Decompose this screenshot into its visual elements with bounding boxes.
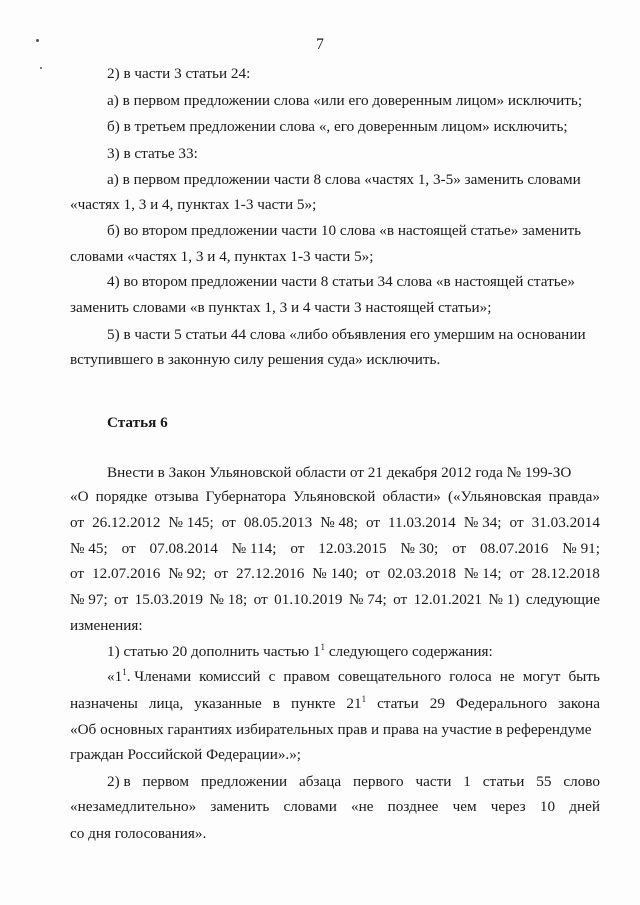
justified-line <box>107 668 600 686</box>
word: закона <box>558 695 600 712</box>
word: от <box>221 514 236 531</box>
word: от <box>509 514 524 531</box>
item-1-text-after: следующего содержания: <box>325 643 493 660</box>
word: заменить <box>210 798 270 815</box>
word: 28.12.2018 <box>531 565 600 582</box>
word: указанные <box>194 695 262 712</box>
word: от <box>114 591 129 608</box>
word: 12.01.2021 <box>413 591 482 608</box>
paragraph-line: заменить словами «в пунктах 1, 3 и 4 части 3 настоящей статьи»; <box>70 299 492 316</box>
paragraph-line: б) во втором предложении части 10 слова «в настоящей статье» заменить <box>107 222 582 239</box>
word: слово <box>563 773 600 790</box>
word: «О <box>70 488 89 505</box>
word: № 97; <box>70 591 108 608</box>
word: отзыва <box>154 488 199 505</box>
word: предложении <box>200 773 288 790</box>
word: дней <box>569 798 600 815</box>
paragraph-line: «частях 1, 3 и 4, пунктах 1-3 части 5»; <box>70 196 317 213</box>
word: могут <box>522 668 561 685</box>
word: от <box>70 565 85 582</box>
item-1-text: 1) статью 20 дополнить частью 1 <box>107 643 321 660</box>
word: комиссий <box>199 668 261 685</box>
word: 02.03.2018 <box>387 565 456 582</box>
word: № 114; <box>231 540 277 557</box>
word: абзаца <box>299 773 342 790</box>
word: 01.10.2019 <box>274 591 343 608</box>
word: от <box>365 565 380 582</box>
justified-line <box>70 514 600 532</box>
word: от <box>452 540 467 557</box>
paragraph-line: граждан Российской Федерации».»; <box>70 746 302 763</box>
word: первом <box>142 773 189 790</box>
word: 31.03.2014 <box>531 514 600 531</box>
word: чем <box>452 798 477 815</box>
word: . Членами <box>126 668 192 685</box>
word: № 14; <box>463 565 502 582</box>
word: области» <box>382 488 441 505</box>
word: № 92; <box>168 565 207 582</box>
word: 26.12.2012 <box>92 514 161 531</box>
word: 55 <box>536 773 552 790</box>
word: правда» <box>548 488 600 505</box>
word: 08.05.2013 <box>243 514 313 531</box>
word: с <box>268 668 276 685</box>
paragraph-line: 2) в части 3 статьи 24: <box>107 65 251 82</box>
paragraph-line: вступившего в законную силу решения суда» исключить. <box>70 351 441 368</box>
word: 11.03.2014 <box>388 514 456 531</box>
word: в <box>272 695 280 712</box>
superscript: 1 <box>320 642 326 652</box>
word: быть <box>568 668 600 685</box>
paragraph-line: 4) во втором предложении части 8 статьи 34 слова «в настоящей статье» <box>107 273 575 290</box>
word: статьи <box>377 695 419 712</box>
word: 08.07.2016 <box>480 540 549 557</box>
word: не <box>499 668 515 685</box>
word: от <box>290 540 305 557</box>
word: «незамедлительно» <box>70 798 197 815</box>
paragraph-line: 5) в части 5 статьи 44 слова «либо объявления его умершим на основании <box>107 326 586 343</box>
paragraph-line: 3) в статье 33: <box>107 145 198 162</box>
word: правом <box>283 668 330 685</box>
word: от <box>365 514 380 531</box>
word: от <box>121 540 136 557</box>
paragraph-line: словами «частях 1, 3 и 4, пунктах 1-3 части 5»; <box>70 248 374 265</box>
word: порядке <box>95 488 148 505</box>
word: 15.03.2019 <box>134 591 204 608</box>
word: № 74; <box>348 591 387 608</box>
word: № 145; <box>168 514 214 531</box>
justified-line <box>70 488 600 506</box>
word: Ульяновской <box>293 488 376 505</box>
paragraph-line <box>107 643 493 661</box>
word: пункте <box>290 695 336 712</box>
page-number: 7 <box>316 36 324 53</box>
paragraph-line: со дня голосования». <box>70 825 207 842</box>
word: № 30; <box>400 540 439 557</box>
word: № 91; <box>562 540 600 557</box>
justified-line <box>70 695 600 713</box>
superscript: 1 <box>122 667 127 677</box>
paragraph-line: а) в первом предложении слова «или его доверенным лицом» исключить; <box>107 92 583 109</box>
justified-line <box>70 591 600 609</box>
word: назначены <box>70 695 138 712</box>
paragraph-line: «Об основных гарантиях избирательных прав и права на участие в референдуме <box>70 721 592 738</box>
word: «не <box>351 798 374 815</box>
number: 21 <box>346 695 362 712</box>
word: Губернатора <box>205 488 286 505</box>
word: от <box>213 565 229 582</box>
word: 07.08.2014 <box>149 540 218 557</box>
word: голоса <box>449 668 492 685</box>
word: № 140; <box>312 565 358 582</box>
scan-speck <box>40 67 42 69</box>
word: совещательного <box>337 668 442 685</box>
word: № 48; <box>320 514 358 531</box>
word: № 1) <box>488 591 520 608</box>
superscript: 1 <box>361 694 367 704</box>
word: первого <box>352 773 404 790</box>
word: 12.07.2016 <box>92 565 161 582</box>
word: лица, <box>148 695 184 712</box>
word: 29 <box>429 695 445 712</box>
justified-line <box>107 773 600 791</box>
word: следующие <box>525 591 600 608</box>
word: № 45; <box>70 540 108 557</box>
word: словами <box>283 798 337 815</box>
word: 2) в <box>107 773 131 790</box>
word: № 34; <box>463 514 502 531</box>
quote-prefix: «1 <box>107 668 123 685</box>
word: статьи <box>482 773 525 790</box>
word: 10 <box>539 798 556 815</box>
word: Федерального <box>455 695 548 712</box>
paragraph-line: б) в третьем предложении слова «, его доверенным лицом» исключить; <box>107 118 568 135</box>
paragraph-line: Внести в Закон Ульяновской области от 21 декабря 2012 года № 199-ЗО <box>107 464 572 481</box>
word: 12.03.2015 <box>318 540 387 557</box>
word: 1 <box>463 773 471 790</box>
word: от <box>393 591 408 608</box>
word: № 18; <box>209 591 248 608</box>
justified-line <box>70 540 600 558</box>
quote-start <box>107 668 191 686</box>
word: через <box>490 798 526 815</box>
point-number <box>346 695 366 713</box>
word: от <box>70 514 85 531</box>
justified-line <box>70 565 600 583</box>
word: («Ульяновская <box>447 488 542 505</box>
word: 27.12.2016 <box>235 565 305 582</box>
word: позднее <box>387 798 439 815</box>
word: от <box>509 565 524 582</box>
paragraph-line: изменения: <box>70 617 143 634</box>
word: части <box>415 773 452 790</box>
word: от <box>253 591 268 608</box>
paragraph-line: а) в первом предложении части 8 слова «частях 1, 3-5» заменить словами <box>107 171 581 188</box>
article-heading: Статья 6 <box>107 414 168 431</box>
justified-line <box>70 798 600 816</box>
